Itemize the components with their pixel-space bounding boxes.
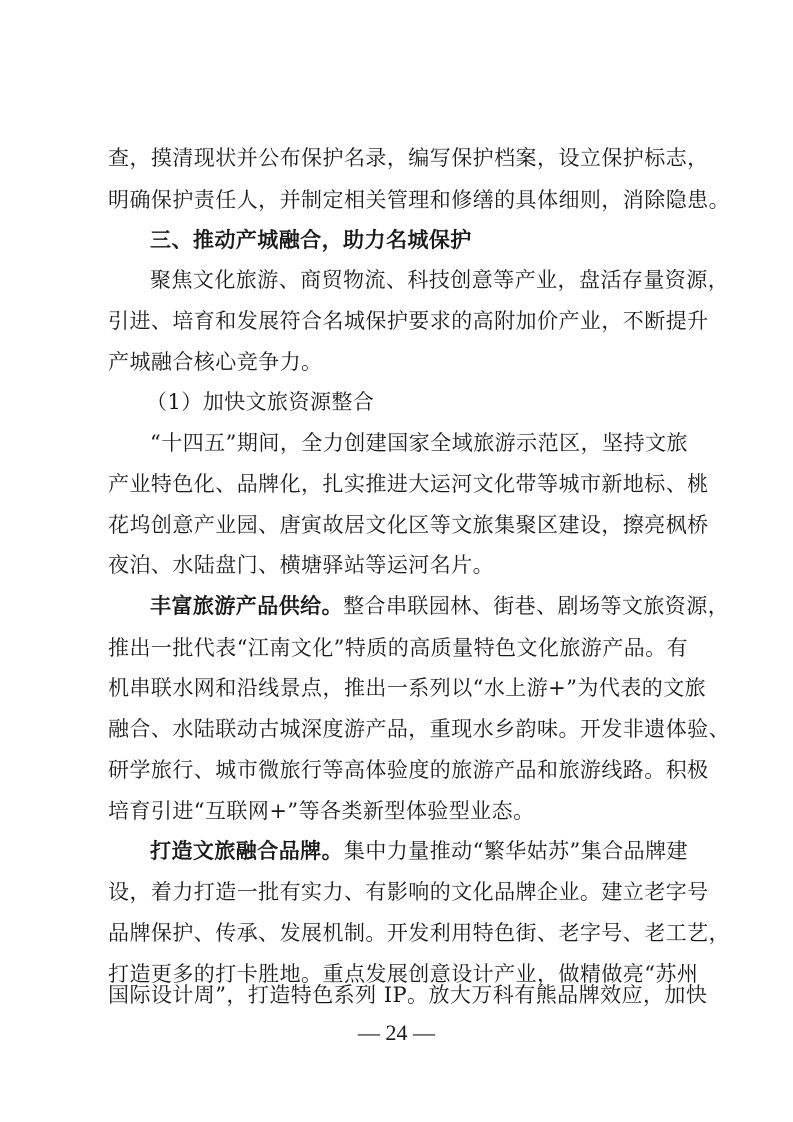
page-number: — 24 —: [358, 1020, 435, 1045]
body-line: 查，摸清现状并公布保护名录，编写保护档案，设立保护标志，: [108, 146, 709, 170]
body-line: 夜泊、水陆盘门、横塘驿站等运河名片。: [108, 553, 495, 577]
bold-lead-phrase: 丰富旅游产品供给。: [150, 593, 344, 618]
body-line: 机串联水网和沿线景点，推出一系列以“水上游+”为代表的文旅: [108, 676, 707, 700]
paragraph-first-line: [150, 839, 688, 863]
body-line: 推出一批代表“江南文化”特质的高质量特色文化旅游产品。有: [108, 636, 689, 660]
body-line-remainder: 集中力量推动“繁华姑苏”集合品牌建: [343, 839, 688, 863]
body-line: 引进、培育和发展符合名城保护要求的高附加价产业，不断提升: [108, 309, 709, 333]
body-line: 打造更多的打卡胜地。重点发展创意设计产业，做精做亮“苏州: [108, 962, 699, 986]
subsection-heading: （1）加快文旅资源整合: [146, 390, 375, 414]
body-line: 融合、水陆联动古城深度游产品，重现水乡韵味。开发非遗体验、: [108, 717, 731, 741]
body-line: 产业特色化、品牌化，扎实推进大运河文化带等城市新地标、桃: [108, 472, 709, 496]
body-line: 聚焦文化旅游、商贸物流、科技创意等产业，盘活存量资源，: [150, 268, 730, 292]
body-line: 明确保护责任人，并制定相关管理和修缮的具体细则，消除隐患。: [108, 188, 731, 212]
section-heading: 三、推动产城融合，助力名城保护: [150, 228, 472, 252]
body-line: 研学旅行、城市微旅行等高体验度的旅游产品和旅游线路。积极: [108, 758, 709, 782]
body-line: 品牌保护、传承、发展机制。开发利用特色街、老字号、老工艺，: [108, 921, 731, 945]
paragraph-first-line: [150, 593, 730, 618]
body-line: 培育引进“互联网+”等各类新型体验型业态。: [108, 799, 535, 823]
body-line: 设，着力打造一批有实力、有影响的文化品牌企业。建立老字号: [108, 880, 709, 904]
body-line-remainder: 整合串联园林、街巷、剧场等文旅资源，: [343, 594, 730, 618]
body-line: 花坞创意产业园、唐寅故居文化区等文旅集聚区建设，擦亮枫桥: [108, 513, 709, 537]
bold-lead-phrase: 打造文旅融合品牌。: [150, 838, 344, 863]
body-line: 产城融合核心竞争力。: [108, 350, 323, 374]
body-line: 国际设计周”，打造特色系列 IP。放大万科有熊品牌效应，加快: [108, 983, 708, 1007]
body-line: “十四五”期间，全力创建国家全域旅游示范区，坚持文旅: [150, 431, 688, 455]
